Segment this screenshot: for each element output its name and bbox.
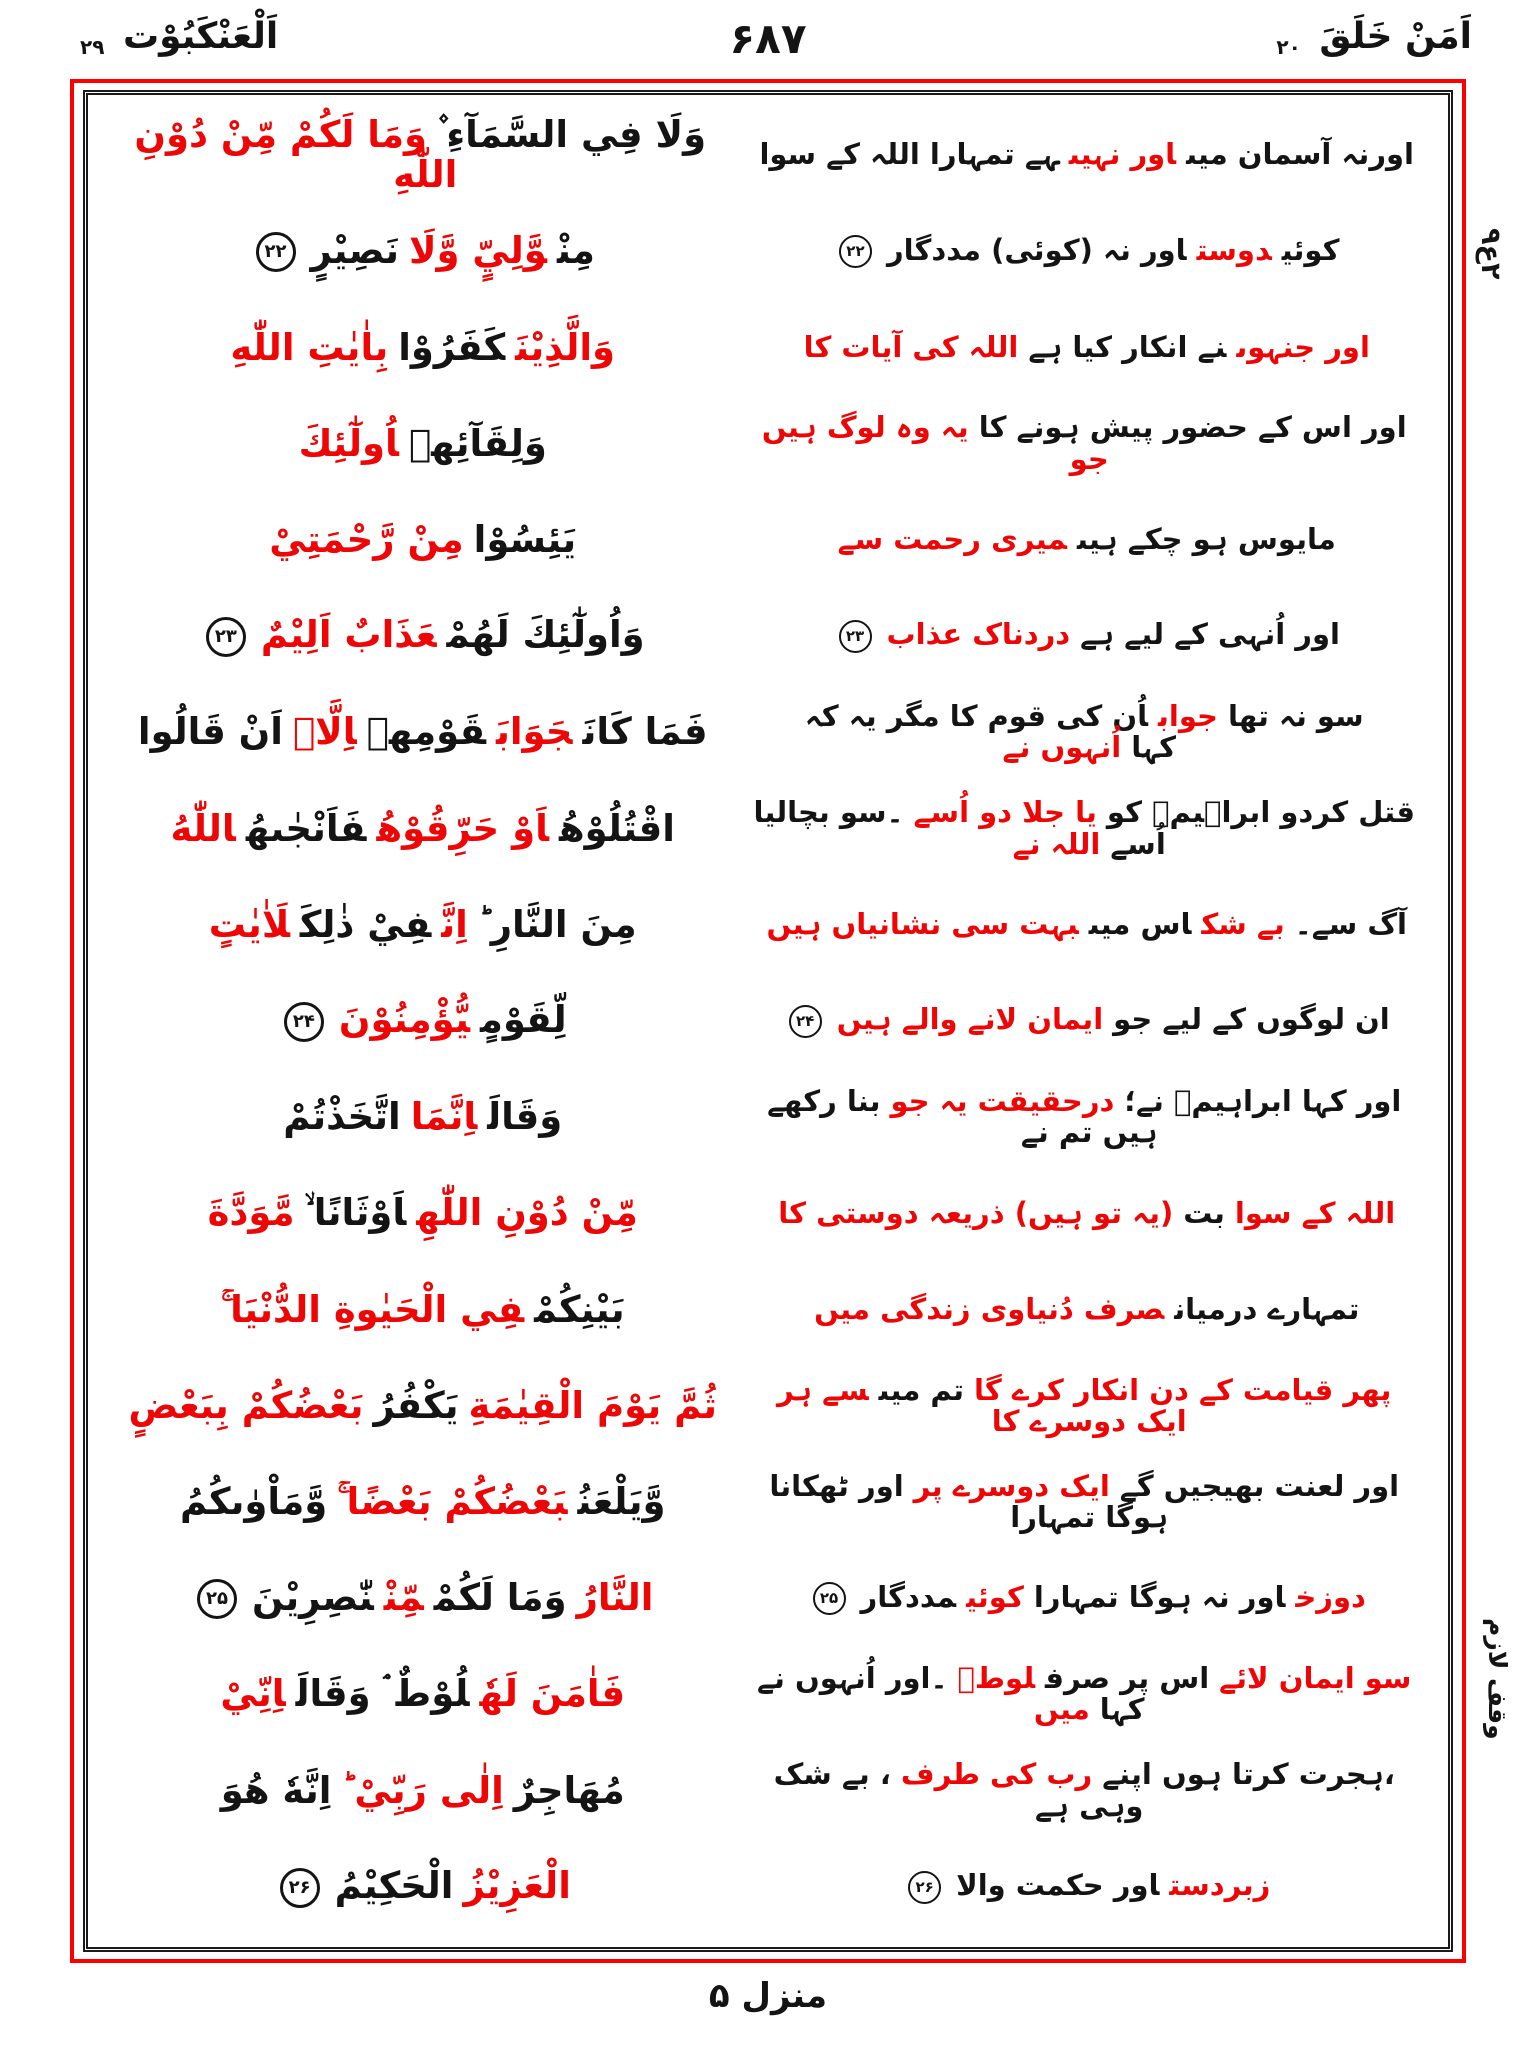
text-segment: مایوس ہو چکے ہیں	[1076, 522, 1336, 557]
arabic-verse-line	[104, 1768, 741, 1812]
urdu-translation-line	[741, 797, 1432, 860]
text-segment: لوطؑ	[957, 1661, 1036, 1696]
text-segment: قَوْمِهٖ	[366, 710, 486, 754]
arabic-verse-line	[104, 1383, 741, 1427]
surah-number: ۲۹	[80, 35, 105, 59]
text-segment: (یہ تو ہیں) ذریعہ دوستی کا	[778, 1195, 1174, 1230]
text-segment: النَّارُ	[576, 1575, 654, 1619]
line-row	[104, 877, 1432, 973]
text-segment: اللّٰهُ	[170, 806, 236, 850]
text-segment: لَاٰيٰتٍ	[208, 902, 290, 946]
text-segment: اُن کی قوم کا مگر یہ کہ کہا	[804, 699, 1176, 765]
text-segment: بِاٰيٰتِ اللّٰهِ	[230, 325, 389, 369]
text-segment: دوزخ	[1295, 1579, 1366, 1614]
text-segment: ۔اور اُنہوں نے کہا	[757, 1661, 1145, 1727]
text-segment: بنا رکھے ہیں تم نے	[767, 1083, 1158, 1150]
text-segment: اِنَّ	[441, 902, 468, 946]
text-segment: اللہ کی آیات کا	[803, 329, 1019, 364]
juz-number: ۲۰	[1276, 35, 1301, 59]
text-segment: اُولٰٓئِكَ	[298, 421, 399, 465]
text-segment: سے ہر ایک دوسرے کا	[777, 1372, 1187, 1438]
text-segment: اَنْ قَالُوا	[137, 710, 283, 754]
text-segment: اللہ نے	[1012, 826, 1101, 861]
arabic-verse-line	[104, 228, 741, 273]
text-segment: ،ہجرت کرتا ہوں اپنے	[1102, 1757, 1395, 1792]
urdu-translation-line	[741, 1195, 1432, 1230]
text-segment: اُنہوں نے	[1002, 730, 1122, 765]
arabic-verse-line	[104, 115, 741, 195]
page-frame-red-border	[70, 79, 1466, 1963]
text-segment: اور نہ ہوگا تمہارا	[1033, 1579, 1286, 1614]
text-segment: جواب	[1158, 699, 1218, 734]
line-row	[104, 492, 1432, 588]
text-segment: فَمَا كَانَ	[582, 710, 708, 754]
text-segment: وَمَا لَكُمْ	[433, 1575, 567, 1619]
line-row	[104, 203, 1432, 299]
arabic-verse-line	[104, 712, 741, 752]
ayah-number-marker: ۲۵	[197, 1579, 237, 1619]
text-segment: نَصِيْرٍ	[310, 228, 399, 272]
text-segment: الْحَكِيْمُ	[334, 1864, 454, 1908]
text-segment: اس پر صرف	[1045, 1661, 1210, 1696]
text-segment: كَفَرُوْا	[398, 325, 506, 369]
text-lines-grid	[104, 107, 1432, 1935]
ayah-number-marker: ۲۵	[813, 1582, 846, 1615]
text-segment: ۔سو بچالیا اُسے	[753, 795, 1166, 861]
text-segment: اِنَّهٗ هُوَ	[220, 1768, 332, 1812]
text-segment: اور حکمت والا	[956, 1868, 1160, 1903]
text-segment: رب کی طرف	[900, 1757, 1093, 1792]
text-segment: اور نہ (کوئی) مددگار	[886, 232, 1187, 267]
arabic-verse-line	[104, 1287, 741, 1331]
arabic-verse-line	[104, 517, 741, 561]
text-segment: اَوْثَانًا ۙ	[304, 1191, 407, 1235]
text-segment: ہے تمہارا اللہ کے سوا	[759, 137, 1059, 172]
text-segment: اور اُنہی کے لیے ہے	[1080, 617, 1340, 652]
arabic-verse-line	[104, 325, 741, 369]
text-segment: بے شک	[1201, 907, 1285, 942]
text-segment: کوئی	[966, 1579, 1024, 1614]
urdu-translation-line	[741, 1372, 1432, 1438]
urdu-translation-line	[741, 1468, 1432, 1535]
arabic-verse-line	[104, 1575, 741, 1620]
text-segment: مِنَ النَّارِ ؕ	[477, 902, 637, 946]
text-segment: اور جنہوں	[1236, 329, 1370, 364]
text-segment: اورنہ آسمان میں	[1186, 137, 1414, 172]
urdu-translation-line	[741, 1759, 1432, 1822]
ayah-number-marker: ۲۴	[789, 1005, 822, 1038]
text-segment: تمہارے درمیان	[1174, 1291, 1360, 1326]
text-segment: اور ٹھکانا ہوگا تمہارا	[769, 1468, 1169, 1535]
text-segment: اور اس کے حضور پیش ہونے کا	[978, 410, 1407, 445]
ayah-number-marker: ۲۶	[280, 1868, 320, 1908]
text-segment: يُّؤْمِنُوْنَ	[338, 998, 470, 1042]
arabic-verse-line	[104, 902, 741, 946]
text-segment: ، بے شک وہی ہے	[773, 1757, 1144, 1823]
arabic-verse-line	[104, 421, 741, 465]
line-row	[104, 588, 1432, 684]
ayah-number-marker: ۲۳	[839, 620, 872, 653]
line-row	[104, 299, 1432, 395]
text-segment: جَوَابَ	[495, 710, 573, 754]
text-segment: فَاٰمَنَ لَهٗ	[479, 1672, 626, 1716]
text-segment: وَّلِيٍّ وَّلَا	[408, 228, 547, 272]
text-segment: مِنْ	[556, 228, 595, 272]
page-frame-black-border	[83, 90, 1453, 1952]
text-segment: وَالَّذِيْنَ	[515, 325, 616, 369]
ayah-number-marker: ۲۶	[908, 1871, 941, 1904]
line-row	[104, 684, 1432, 780]
text-segment: بَعْضُكُمْ بَعْضًا ۚ	[337, 1480, 568, 1524]
text-segment: اِلٰى رَبِّيْ ؕ	[341, 1768, 504, 1812]
text-segment: اِنِّيْ	[220, 1672, 286, 1716]
urdu-translation-line	[741, 139, 1432, 170]
arabic-verse-line	[104, 806, 741, 850]
arabic-verse-line	[104, 1097, 741, 1137]
waqf-lazim-note: وقف لازم	[1483, 1618, 1512, 1740]
text-segment: اتَّخَذْتُمْ	[283, 1095, 401, 1139]
urdu-translation-line	[741, 1579, 1432, 1616]
text-segment: پھر قیامت کے دن انکار کرے گا	[974, 1372, 1392, 1407]
text-segment: الْعَزِيْزُ	[463, 1864, 571, 1908]
text-segment: زبردست	[1169, 1868, 1271, 1903]
line-row	[104, 1743, 1432, 1839]
manzil-label: منزل ۵	[708, 1976, 828, 2016]
line-row	[104, 1165, 1432, 1261]
text-segment: بہت سی نشانیاں ہیں	[766, 907, 1079, 942]
text-segment: فِيْ ذٰلِكَ	[299, 902, 432, 946]
arabic-verse-line	[104, 1674, 741, 1714]
text-segment: ایک دوسرے پر	[913, 1468, 1110, 1503]
text-segment: اور کہا ابراہیمؑ نے؛	[1124, 1083, 1402, 1118]
text-segment: مددگار	[860, 1579, 957, 1614]
line-row	[104, 1839, 1432, 1935]
text-segment: يَكْفُرُ	[373, 1383, 459, 1427]
text-segment: اس میں	[1088, 907, 1192, 942]
text-segment: نّٰصِرِيْنَ	[251, 1575, 374, 1619]
text-segment: وَاُولٰٓئِكَ لَهُمْ	[446, 613, 645, 657]
text-segment: قتل کردو ابراہیمؑ کو	[1106, 795, 1415, 830]
urdu-translation-line	[741, 1004, 1432, 1038]
text-segment: ان لوگوں کے لیے جو	[1113, 1002, 1390, 1037]
text-segment: یہ وہ لوگ ہیں جو	[761, 410, 1109, 476]
text-segment: اور نہیں	[1068, 137, 1177, 172]
line-row	[104, 1069, 1432, 1165]
line-row	[104, 1550, 1432, 1646]
urdu-translation-line	[741, 1083, 1432, 1150]
line-row	[104, 1454, 1432, 1550]
text-segment: درحقیقت یہ جو	[890, 1083, 1115, 1118]
text-segment: بَيْنِكُمْ	[534, 1287, 625, 1331]
text-segment: مَّوَدَّةَ	[207, 1191, 295, 1235]
text-segment: اور لعنت بھیجیں گے	[1119, 1468, 1400, 1503]
urdu-translation-line	[741, 619, 1432, 653]
ruku-marker: ۲ع۹	[1475, 228, 1506, 280]
urdu-translation-line	[741, 1291, 1432, 1326]
text-segment: لُوْطٌ ۘ وَقَالَ	[295, 1672, 470, 1716]
text-segment: کوئی	[1281, 232, 1340, 267]
page-number: ۶۸۷	[729, 14, 807, 63]
surah-name: اَلْعَنْكَبُوْت	[122, 16, 279, 57]
text-segment: تم میں	[878, 1372, 964, 1407]
urdu-translation-line	[741, 329, 1432, 364]
text-segment: لِّقَوْمٍ	[479, 998, 567, 1042]
juz-name: اَمَنْ خَلَقَ	[1319, 16, 1472, 57]
text-segment: فَاَنْجٰىهُ	[245, 806, 367, 850]
text-segment: اَوْ حَرِّقُوْهُ	[376, 806, 549, 850]
text-segment: سو ایمان لائے	[1219, 1661, 1412, 1696]
ayah-number-marker: ۲۴	[284, 1002, 324, 1042]
ayah-number-marker: ۲۲	[839, 235, 872, 268]
urdu-translation-line	[741, 412, 1432, 475]
text-segment: اقْتُلُوْهُ	[559, 806, 675, 850]
arabic-verse-line	[104, 615, 741, 657]
text-segment: بت	[1183, 1195, 1225, 1230]
line-row	[104, 396, 1432, 492]
text-segment: عَذَابٌ اَلِيْمٌ	[260, 613, 437, 657]
text-segment: آگ سے۔	[1294, 907, 1407, 942]
line-row	[104, 1358, 1432, 1454]
juz-title	[1276, 16, 1472, 57]
text-segment: مِّنْ	[383, 1575, 424, 1619]
arabic-verse-line	[104, 1866, 741, 1908]
line-row	[104, 107, 1432, 203]
text-segment: صرف دُنیاوی زندگی میں	[814, 1291, 1165, 1326]
text-segment: مُهَاجِرٌ	[513, 1768, 625, 1812]
text-segment: وَقَالَ	[487, 1095, 563, 1139]
text-segment: اِنَّمَا	[410, 1095, 478, 1139]
text-segment: وَمَا لَكُمْ مِّنْ دُوْنِ اللّٰهِ	[134, 113, 458, 197]
text-segment: میں	[1033, 1692, 1090, 1727]
arabic-verse-line	[104, 1000, 741, 1042]
text-segment: وَّمَاْوٰىكُمُ	[180, 1480, 328, 1524]
text-segment: وَّيَلْعَنُ	[577, 1480, 666, 1524]
urdu-translation-line	[741, 1870, 1432, 1904]
text-segment: مِّنْ دُوْنِ اللّٰهِ	[416, 1191, 638, 1235]
line-row	[104, 1262, 1432, 1358]
urdu-translation-line	[741, 1663, 1432, 1726]
line-row	[104, 1646, 1432, 1742]
urdu-translation-line	[741, 909, 1432, 940]
line-row	[104, 973, 1432, 1069]
text-segment: ایمان لانے والے ہیں	[836, 1002, 1104, 1037]
text-segment: یا جلا دو اُسے	[913, 795, 1097, 830]
text-segment: وَلِقَآئِهٖ	[408, 421, 547, 465]
ayah-number-marker: ۲۲	[256, 232, 296, 272]
urdu-translation-line	[741, 524, 1432, 555]
text-segment: دردناک عذاب	[886, 617, 1071, 652]
text-segment: ثُمَّ يَوْمَ الْقِيٰمَةِ	[468, 1383, 717, 1427]
text-segment: سو نہ تھا	[1227, 699, 1364, 734]
text-segment: فِي الْحَيٰوةِ الدُّنْيَا ۚ	[220, 1287, 525, 1331]
text-segment: اِلَّاۤ	[292, 710, 357, 754]
urdu-translation-line	[741, 232, 1432, 269]
text-segment: نے انکار کیا ہے	[1028, 329, 1227, 364]
text-segment: میری رحمت سے	[837, 522, 1067, 557]
text-segment: بَعْضُكُمْ بِبَعْضٍ	[128, 1383, 364, 1427]
ayah-number-marker: ۲۳	[206, 617, 246, 657]
arabic-verse-line	[104, 1193, 741, 1233]
arabic-verse-line	[104, 1482, 741, 1522]
text-segment: يَئِسُوْا	[473, 517, 577, 561]
urdu-translation-line	[741, 701, 1432, 764]
text-segment: وَلَا فِي السَّمَآءِ ۫	[437, 113, 707, 157]
text-segment: اللہ کے سوا	[1234, 1195, 1396, 1230]
text-segment: دوست	[1196, 232, 1272, 267]
text-segment: مِنْ رَّحْمَتِيْ	[269, 517, 464, 561]
line-row	[104, 780, 1432, 876]
